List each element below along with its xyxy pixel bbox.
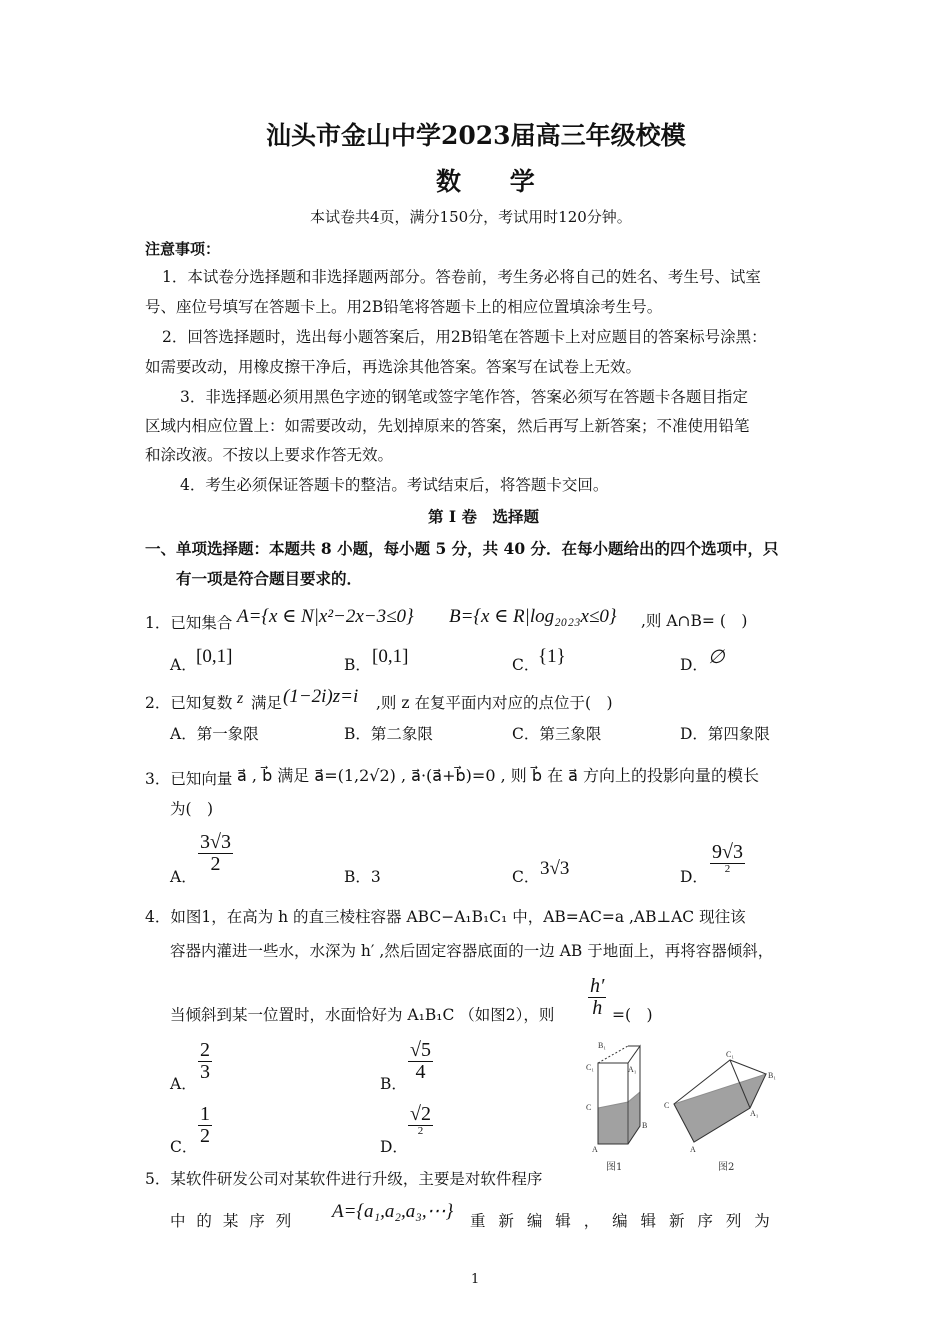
q4-tail: =( ) (612, 1006, 653, 1024)
q2-option-d[interactable]: D．第四象限 (680, 725, 770, 743)
q4-option-d-denominator: 2 (417, 1125, 424, 1137)
q2-mid: 满足 (251, 694, 283, 712)
fig-label-c: C (586, 1103, 592, 1112)
note-1a: 1．本试卷分选择题和非选择题两部分。答卷前，考生务必将自己的姓名、考生号、试室 (162, 268, 761, 286)
fig-label-b1: B₁ (598, 1041, 607, 1050)
q2-var: z (237, 690, 244, 707)
q3-option-d-numerator: 9√3 (712, 841, 743, 863)
q3-option-c-value: 3√3 (540, 858, 570, 879)
fig2-label-c1: C₁ (726, 1050, 735, 1059)
q4-option-b-numerator: √5 (410, 1039, 431, 1061)
q4-option-c-fraction (198, 1104, 212, 1147)
q3-line2: 为( ) (170, 800, 214, 818)
q1-option-c[interactable]: C． (512, 656, 540, 674)
q1-option-d-value: ∅ (708, 647, 725, 668)
subject-title: 数 学 (436, 167, 555, 196)
q4-line3: 当倾斜到某一位置时，水面恰好为 A₁B₁C （如图2），则 (170, 1006, 555, 1024)
q4-line1: 4．如图1，在高为 h 的直三棱柱容器 ABC−A₁B₁C₁ 中，AB=AC=a ,AB⊥AC 现往该 (145, 908, 746, 926)
q3-option-d-fraction (710, 842, 745, 876)
q4-option-c-denominator: 2 (200, 1125, 210, 1147)
q3-prefix: 3．已知向量 (145, 770, 233, 788)
fig-label-a: A (592, 1145, 598, 1154)
q4-option-d-numerator: √2 (410, 1103, 431, 1125)
q5-line1: 5．某软件研发公司对某软件进行升级，主要是对软件程序 (145, 1170, 543, 1188)
q4-option-a-numerator: 2 (200, 1039, 210, 1061)
q3-option-a-fraction (198, 832, 233, 875)
fig2-label-b1: B₁ (768, 1071, 777, 1080)
note-3c: 和涂改液。不按以上要求作答无效。 (145, 446, 394, 464)
page-title: 汕头市金山中学2023届高三年级校模 (266, 121, 686, 150)
figure-2-prism (674, 1060, 766, 1142)
q4-option-b-denominator: 4 (415, 1061, 426, 1083)
q3-option-a-numerator: 3√3 (200, 831, 231, 853)
figure-2-caption: 图2 (718, 1162, 735, 1173)
part1-instruction-a: 一、单项选择题：本题共 8 小题，每小题 5 分，共 40 分．在每小题给出的四个选项中，只 (145, 539, 779, 558)
q4-ratio-denominator: h (592, 997, 603, 1019)
section-title: 第 I 卷 选择题 (428, 507, 540, 526)
fig2-label-a: A (690, 1145, 696, 1154)
q2-tail: ,则 z 在复平面内对应的点位于( ) (376, 694, 613, 712)
q1-option-a-value: [0,1] (196, 646, 233, 667)
q2-equation: (1−2i)z=i (283, 686, 359, 707)
q3-option-d-denominator: 2 (724, 863, 731, 875)
fig-label-a1: A₁ (628, 1065, 637, 1074)
note-1b: 号、座位号填写在答题卡上。用2B铅笔将答题卡上的相应位置填涂考生号。 (145, 298, 663, 316)
q4-option-c[interactable]: C． (170, 1138, 198, 1156)
q4-option-a-denominator: 3 (200, 1061, 210, 1083)
q1-option-b[interactable]: B． (344, 656, 371, 674)
figure-1-prism (598, 1046, 640, 1144)
notes-heading: 注意事项： (145, 240, 221, 258)
q3-option-d[interactable]: D． (680, 868, 708, 886)
q4-line2: 容器内灌进一些水，水深为 h′ ,然后固定容器底面的一边 AB 于地面上，再将容器倾斜， (170, 942, 774, 960)
page-number: 1 (471, 1272, 480, 1287)
q2-prefix: 2．已知复数 (145, 694, 233, 712)
q3-option-b[interactable]: B．3 (344, 868, 381, 886)
q4-option-a-fraction (198, 1040, 212, 1083)
q2-option-c[interactable]: C．第三象限 (512, 725, 602, 743)
q3-line1: a⃗ , b⃗ 满足 a⃗=(1,2√2) , a⃗·(a⃗+b⃗)=0 , 则 b⃗ 在 a⃗ 方向上的投影向量的模长 (237, 766, 760, 785)
q5-sequence: A={a₁,a₂,a₃,⋯} (332, 1201, 454, 1222)
fig-label-b: B (642, 1121, 648, 1130)
note-3b: 区域内相应位置上：如需要改动，先划掉原来的答案，然后再写上新答案；不准使用铅笔 (145, 417, 750, 435)
fig-label-c1: C₁ (586, 1063, 595, 1072)
exam-info: 本试卷共4页，满分150分，考试用时120分钟。 (310, 208, 632, 226)
note-3a: 3．非选择题必须用黑色字迹的钢笔或签字笔作答，答案必须写在答题卡各题目指定 (180, 388, 748, 406)
note-2a: 2．回答选择题时，选出每小题答案后，用2B铅笔在答题卡上对应题目的答案标号涂黑： (162, 328, 767, 346)
q4-option-d[interactable]: D． (380, 1138, 408, 1156)
q1-option-b-value: [0,1] (372, 646, 409, 667)
q4-option-b-fraction (408, 1040, 433, 1083)
q5-line2-suffix: 重 新 编 辑 ， 编 辑 新 序 列 为 (470, 1212, 770, 1230)
q4-option-c-numerator: 1 (200, 1103, 210, 1125)
q4-option-d-fraction (408, 1104, 433, 1138)
note-2b: 如需要改动，用橡皮擦干净后，再选涂其他答案。答案写在试卷上无效。 (145, 358, 642, 376)
q3-option-a[interactable]: A． (170, 868, 197, 886)
q1-tail: ,则 A∩B= ( ) (641, 612, 748, 630)
q2-option-b[interactable]: B．第二象限 (344, 725, 433, 743)
q4-prism-figures (584, 1040, 794, 1175)
q5-line2-prefix: 中 的 某 序 列 (170, 1212, 292, 1230)
fig2-label-c: C (664, 1101, 670, 1110)
q1-set-a: A={x ∈ N|x²−2x−3≤0} (237, 606, 414, 627)
q4-option-a[interactable]: A． (170, 1075, 197, 1093)
q3-option-c[interactable]: C． (512, 868, 540, 886)
q1-option-c-value: {1} (538, 646, 566, 667)
q4-ratio-numerator: h′ (590, 975, 605, 997)
figure-1-caption: 图1 (606, 1162, 623, 1173)
q2-option-a[interactable]: A．第一象限 (170, 725, 259, 743)
part1-instruction-b: 有一项是符合题目要求的． (176, 569, 363, 588)
q1-option-a[interactable]: A． (170, 656, 197, 674)
q1-set-b: B={x ∈ R|log₂₀₂₃x≤0} (449, 606, 617, 627)
q4-option-b[interactable]: B． (380, 1075, 407, 1093)
q1-option-d[interactable]: D． (680, 656, 708, 674)
note-4: 4．考生必须保证答题卡的整洁。考试结束后，将答题卡交回。 (180, 476, 609, 494)
fig2-label-a1: A₁ (750, 1109, 759, 1118)
q1-prefix: 1．已知集合 (145, 614, 233, 632)
q3-option-a-denominator: 2 (210, 853, 221, 875)
q4-ratio-fraction (588, 976, 606, 1019)
